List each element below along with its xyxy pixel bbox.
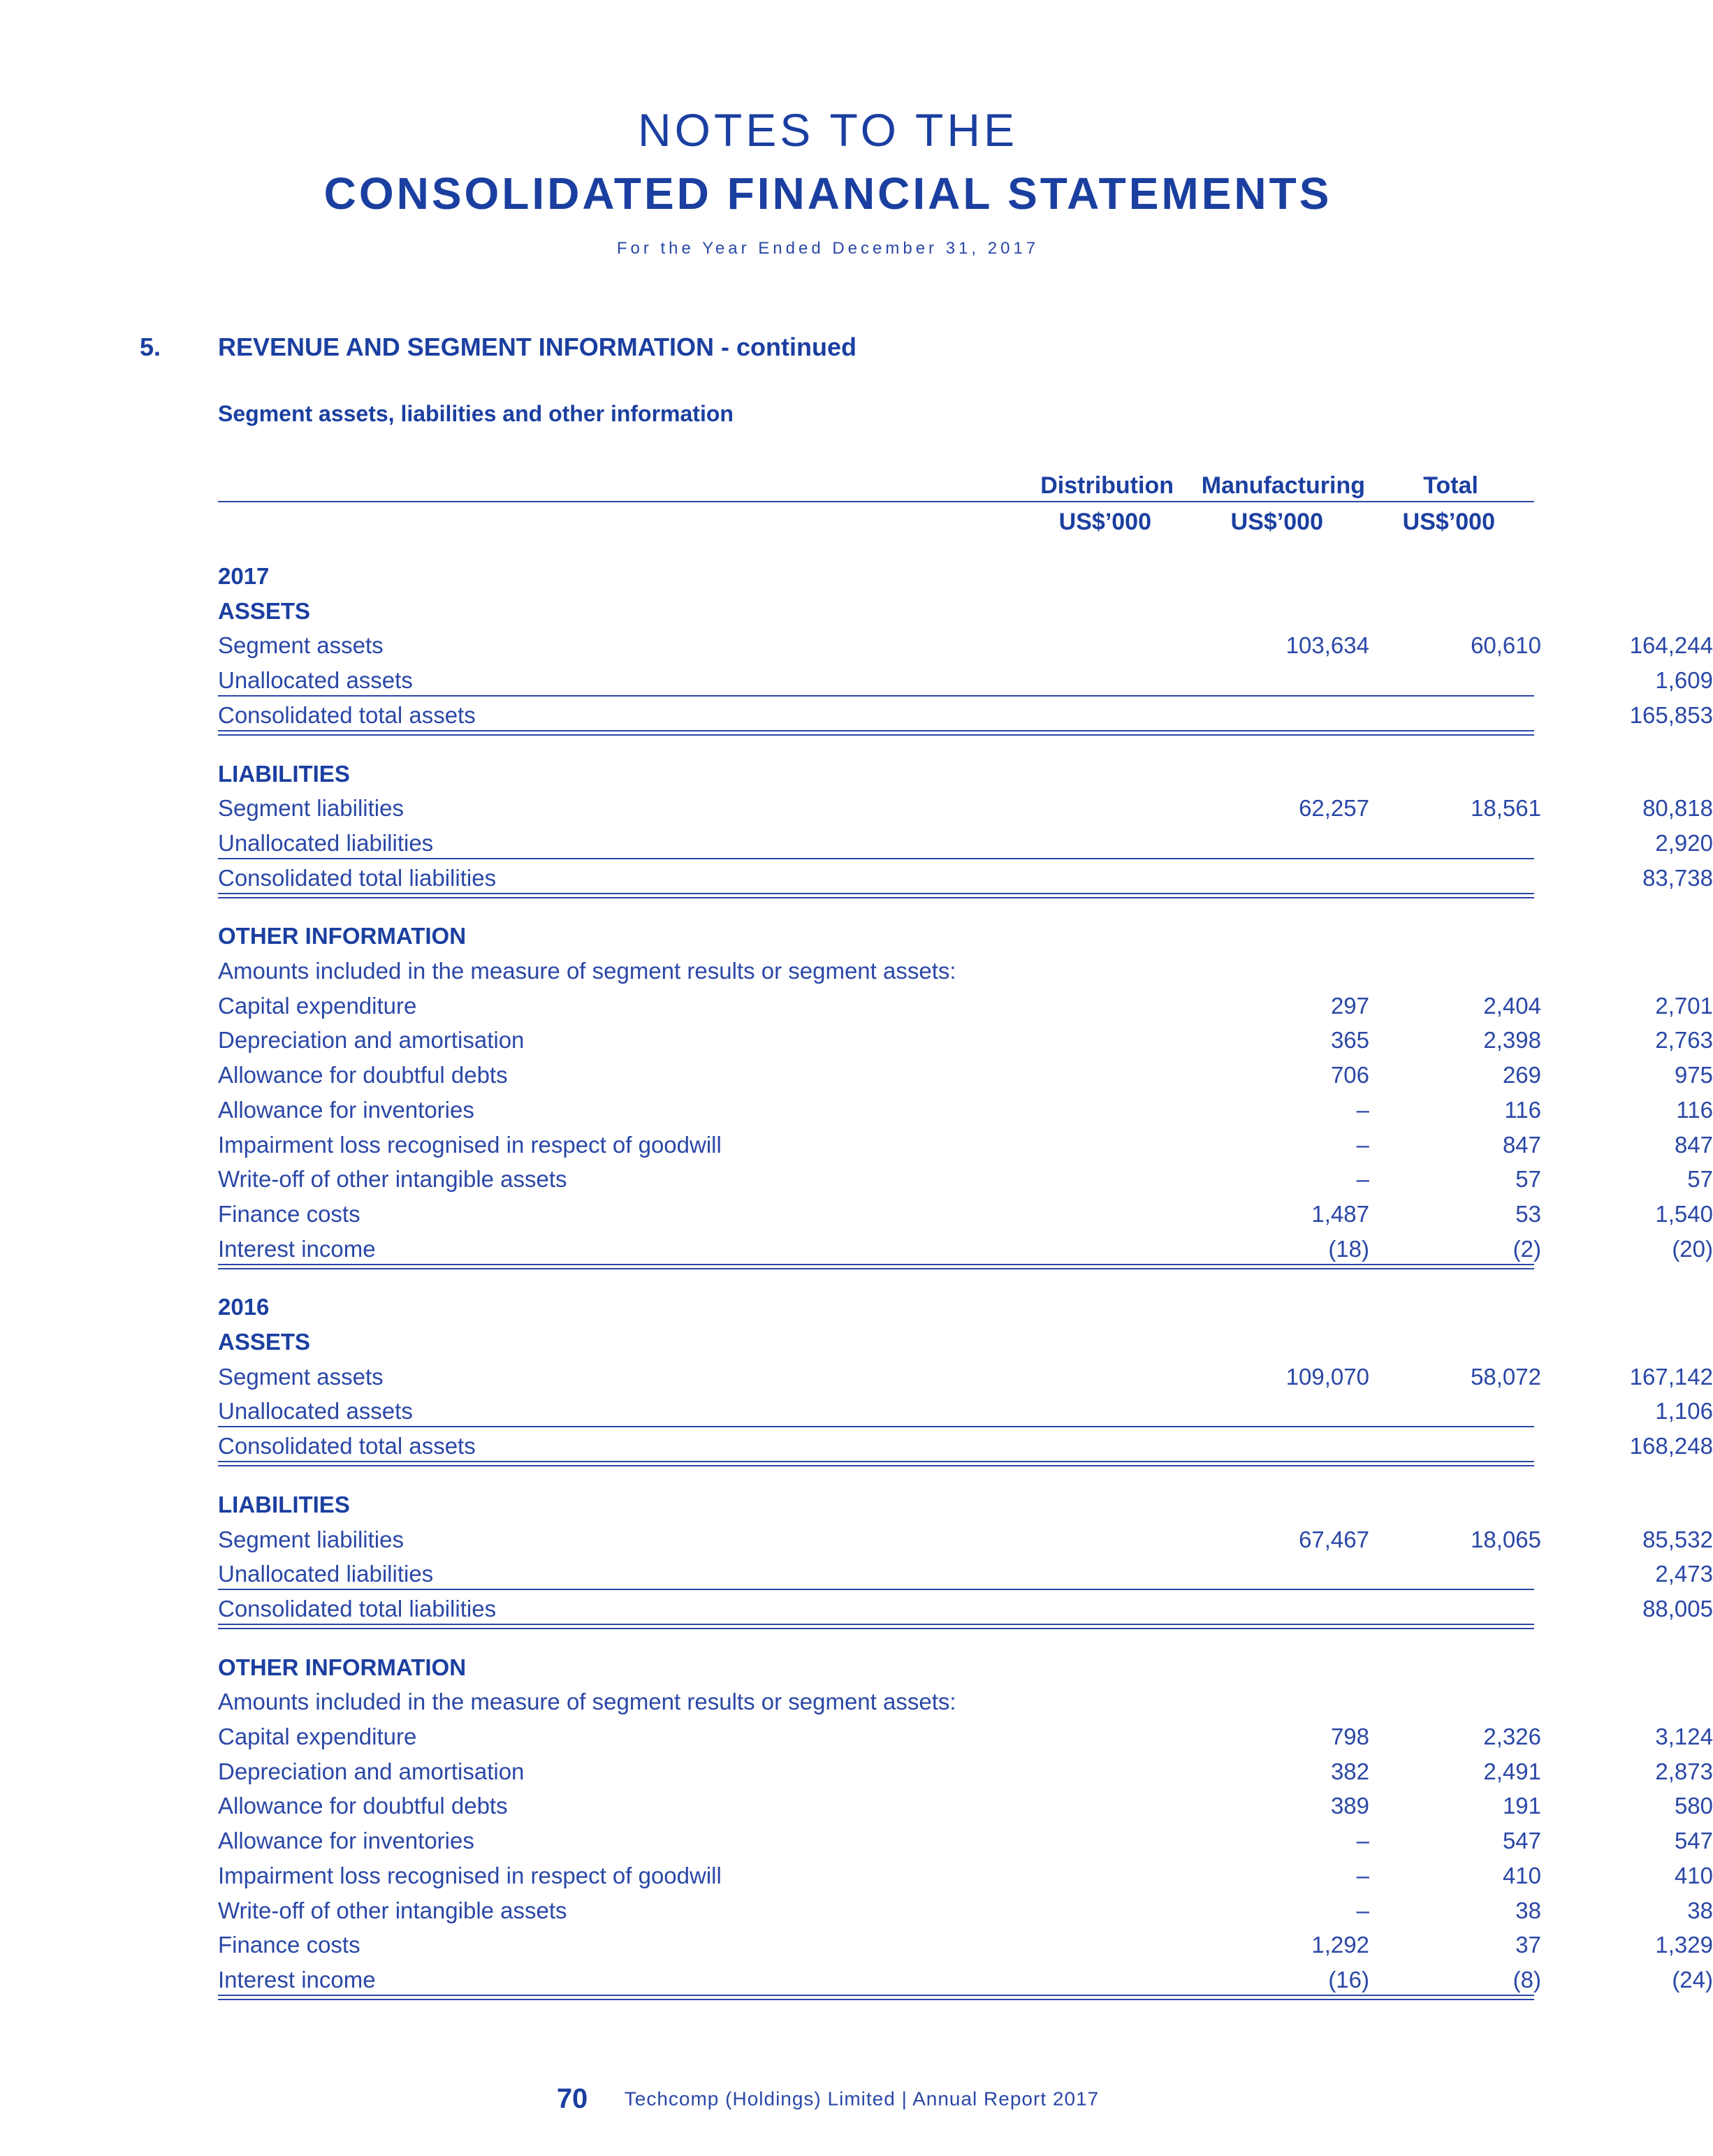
row-label: Consolidated total liabilities bbox=[218, 864, 497, 891]
cell-total: 165,853 bbox=[1629, 701, 1713, 728]
table-row bbox=[218, 989, 1713, 1024]
cell-manufacturing: 191 bbox=[1502, 1793, 1541, 1819]
double-rule bbox=[218, 1624, 1534, 1629]
cell-total: 1,540 bbox=[1655, 1200, 1713, 1227]
cell-distribution: (16) bbox=[1328, 1966, 1369, 1993]
single-rule bbox=[218, 858, 1534, 859]
row-label: Finance costs bbox=[218, 1932, 360, 1958]
table-row bbox=[218, 1719, 1713, 1754]
table-row bbox=[218, 1093, 1713, 1128]
cell-distribution: (18) bbox=[1328, 1235, 1369, 1262]
cell-distribution: – bbox=[1356, 1096, 1369, 1123]
row-label: Depreciation and amortisation bbox=[218, 1027, 525, 1054]
row-label: Interest income bbox=[218, 1235, 376, 1262]
table-row bbox=[218, 1893, 1713, 1928]
cell-total: 38 bbox=[1687, 1897, 1713, 1923]
double-rule bbox=[218, 893, 1534, 898]
cell-distribution: 67,467 bbox=[1299, 1526, 1369, 1552]
cell-total: 167,142 bbox=[1629, 1363, 1713, 1390]
cell-total: (24) bbox=[1672, 1966, 1713, 1993]
table-row bbox=[218, 663, 1713, 698]
table-row bbox=[218, 1823, 1713, 1858]
cell-total: 85,532 bbox=[1642, 1526, 1713, 1552]
single-rule bbox=[218, 695, 1534, 697]
cell-manufacturing: (2) bbox=[1512, 1235, 1541, 1262]
row-label: Unallocated assets bbox=[218, 1398, 413, 1425]
heading-label: OTHER INFORMATION bbox=[218, 1654, 467, 1680]
cell-distribution: – bbox=[1356, 1166, 1369, 1193]
cell-manufacturing: 847 bbox=[1502, 1131, 1541, 1158]
row-label: Consolidated total assets bbox=[218, 1433, 476, 1459]
single-rule bbox=[218, 1589, 1534, 1590]
cell-manufacturing: 38 bbox=[1515, 1897, 1541, 1923]
column-header-manufacturing: Manufacturing bbox=[1201, 472, 1365, 499]
row-label: Consolidated total liabilities bbox=[218, 1595, 497, 1622]
section-heading bbox=[218, 1650, 1534, 1685]
header-title: CONSOLIDATED FINANCIAL STATEMENTS bbox=[323, 168, 1332, 219]
table-row bbox=[218, 1197, 1713, 1232]
table-row bbox=[218, 1429, 1713, 1464]
cell-manufacturing: 547 bbox=[1502, 1828, 1541, 1854]
row-label: Segment assets bbox=[218, 1363, 384, 1390]
cell-total: 580 bbox=[1674, 1793, 1713, 1819]
table-row bbox=[218, 1232, 1713, 1267]
cell-total: 2,473 bbox=[1655, 1561, 1713, 1587]
section-heading bbox=[218, 559, 1534, 594]
table-row bbox=[218, 1928, 1713, 1962]
row-label: Impairment loss recognised in respect of goodwill bbox=[218, 1862, 722, 1888]
cell-manufacturing: 2,404 bbox=[1483, 992, 1541, 1019]
row-label: Depreciation and amortisation bbox=[218, 1758, 525, 1784]
cell-total: 168,248 bbox=[1629, 1433, 1713, 1459]
table-row bbox=[218, 698, 1713, 733]
table-row bbox=[218, 1858, 1713, 1893]
table-row bbox=[218, 1058, 1713, 1093]
row-label: Consolidated total assets bbox=[218, 701, 476, 728]
table-row bbox=[218, 1360, 1713, 1394]
column-unit-manufacturing: US$’000 bbox=[1230, 509, 1323, 535]
row-label: Capital expenditure bbox=[218, 1724, 417, 1749]
page-number: 70 bbox=[556, 2083, 588, 2114]
table-row bbox=[218, 1162, 1713, 1197]
double-rule bbox=[218, 1461, 1534, 1466]
cell-total: 88,005 bbox=[1642, 1595, 1713, 1622]
cell-manufacturing: 18,561 bbox=[1471, 795, 1541, 822]
cell-total: 2,763 bbox=[1655, 1027, 1713, 1054]
cell-distribution: – bbox=[1356, 1897, 1369, 1923]
header-line-1: NOTES TO THE bbox=[637, 104, 1019, 156]
double-rule bbox=[218, 1264, 1534, 1269]
double-rule bbox=[218, 1995, 1534, 2000]
table-row bbox=[218, 954, 1534, 989]
row-label: Unallocated liabilities bbox=[218, 829, 434, 856]
cell-total: 547 bbox=[1674, 1828, 1713, 1854]
heading-label: 2017 bbox=[218, 563, 270, 589]
section-heading bbox=[218, 1290, 1534, 1325]
double-rule bbox=[218, 730, 1534, 736]
column-header-distribution: Distribution bbox=[1040, 472, 1174, 499]
cell-total: (20) bbox=[1672, 1235, 1713, 1262]
cell-total: 80,818 bbox=[1642, 795, 1713, 822]
table-row bbox=[218, 628, 1713, 663]
cell-manufacturing: 2,326 bbox=[1483, 1724, 1541, 1749]
row-label: Interest income bbox=[218, 1966, 376, 1993]
cell-total: 1,329 bbox=[1655, 1932, 1713, 1958]
table-row bbox=[218, 1789, 1713, 1823]
row-label: Segment liabilities bbox=[218, 795, 404, 822]
table-row bbox=[218, 1128, 1713, 1163]
cell-manufacturing: 57 bbox=[1515, 1166, 1541, 1193]
heading-label: OTHER INFORMATION bbox=[218, 923, 467, 949]
cell-distribution: 297 bbox=[1330, 992, 1369, 1019]
cell-manufacturing: 60,610 bbox=[1471, 632, 1541, 659]
cell-distribution: – bbox=[1356, 1828, 1369, 1854]
cell-manufacturing: 37 bbox=[1515, 1932, 1541, 1958]
cell-distribution: 706 bbox=[1330, 1062, 1369, 1088]
single-rule bbox=[218, 1426, 1534, 1427]
section-heading bbox=[218, 1325, 1534, 1360]
section-number: 5. bbox=[140, 333, 161, 361]
cell-total: 3,124 bbox=[1655, 1724, 1713, 1749]
cell-manufacturing: 18,065 bbox=[1471, 1526, 1541, 1552]
section-heading bbox=[218, 919, 1534, 954]
cell-distribution: – bbox=[1356, 1131, 1369, 1158]
cell-total: 410 bbox=[1674, 1862, 1713, 1888]
cell-manufacturing: 2,491 bbox=[1483, 1758, 1541, 1784]
table-row bbox=[218, 1522, 1713, 1557]
row-label: Allowance for doubtful debts bbox=[218, 1793, 508, 1819]
cell-total: 83,738 bbox=[1642, 864, 1713, 891]
footer-company: Techcomp (Holdings) Limited | Annual Report 2017 bbox=[624, 2088, 1100, 2110]
cell-distribution: 103,634 bbox=[1285, 632, 1369, 659]
page-footer bbox=[0, 2083, 1656, 2115]
table-row bbox=[218, 1394, 1713, 1429]
cell-total: 2,920 bbox=[1655, 829, 1713, 856]
cell-total: 2,701 bbox=[1655, 992, 1713, 1019]
column-header-total: Total bbox=[1423, 472, 1478, 499]
row-label: Amounts included in the measure of segment results or segment assets: bbox=[218, 958, 956, 984]
table-row bbox=[218, 1754, 1713, 1789]
row-label: Impairment loss recognised in respect of goodwill bbox=[218, 1131, 722, 1158]
row-label: Allowance for doubtful debts bbox=[218, 1062, 508, 1088]
column-unit-total: US$’000 bbox=[1402, 509, 1495, 535]
cell-distribution: 798 bbox=[1330, 1724, 1369, 1749]
row-label: Capital expenditure bbox=[218, 992, 417, 1019]
cell-distribution: 1,487 bbox=[1311, 1200, 1369, 1227]
table-row bbox=[218, 1684, 1534, 1719]
row-label: Allowance for inventories bbox=[218, 1096, 474, 1123]
table-row bbox=[218, 826, 1713, 861]
table-row bbox=[218, 1591, 1713, 1626]
column-unit-distribution: US$’000 bbox=[1058, 509, 1151, 535]
cell-total: 116 bbox=[1676, 1096, 1713, 1123]
row-label: Allowance for inventories bbox=[218, 1828, 474, 1854]
cell-distribution: 109,070 bbox=[1285, 1363, 1369, 1390]
heading-label: LIABILITIES bbox=[218, 1491, 350, 1517]
heading-label: LIABILITIES bbox=[218, 760, 350, 787]
cell-total: 1,609 bbox=[1655, 667, 1713, 694]
row-label: Write-off of other intangible assets bbox=[218, 1897, 567, 1923]
heading-label: ASSETS bbox=[218, 1329, 311, 1355]
section-heading bbox=[218, 594, 1534, 629]
cell-distribution: 1,292 bbox=[1311, 1932, 1369, 1958]
cell-distribution: 365 bbox=[1330, 1027, 1369, 1054]
row-label: Unallocated assets bbox=[218, 667, 413, 694]
cell-distribution: 382 bbox=[1330, 1758, 1369, 1784]
cell-manufacturing: 116 bbox=[1504, 1096, 1541, 1123]
cell-total: 57 bbox=[1687, 1166, 1713, 1193]
cell-manufacturing: 410 bbox=[1502, 1862, 1541, 1888]
heading-label: 2016 bbox=[218, 1294, 270, 1320]
table-row bbox=[218, 1962, 1713, 1997]
cell-total: 2,873 bbox=[1655, 1758, 1713, 1784]
section-heading bbox=[218, 757, 1534, 792]
table-row bbox=[218, 861, 1713, 896]
row-label: Segment assets bbox=[218, 632, 384, 659]
cell-total: 847 bbox=[1674, 1131, 1713, 1158]
header-period: For the Year Ended December 31, 2017 bbox=[616, 239, 1040, 258]
table-row bbox=[218, 1023, 1713, 1058]
section-heading bbox=[218, 1487, 1534, 1522]
row-label: Unallocated liabilities bbox=[218, 1561, 434, 1587]
cell-total: 164,244 bbox=[1629, 632, 1713, 659]
cell-manufacturing: 58,072 bbox=[1471, 1363, 1541, 1390]
cell-distribution: 389 bbox=[1330, 1793, 1369, 1819]
cell-manufacturing: 2,398 bbox=[1483, 1027, 1541, 1054]
table-row bbox=[218, 791, 1713, 826]
cell-manufacturing: 53 bbox=[1515, 1200, 1541, 1227]
cell-manufacturing: (8) bbox=[1512, 1966, 1541, 1993]
row-label: Finance costs bbox=[218, 1200, 360, 1227]
cell-manufacturing: 269 bbox=[1502, 1062, 1541, 1088]
row-label: Segment liabilities bbox=[218, 1526, 404, 1552]
heading-label: ASSETS bbox=[218, 597, 311, 624]
row-label: Write-off of other intangible assets bbox=[218, 1166, 567, 1193]
cell-total: 1,106 bbox=[1655, 1398, 1713, 1425]
row-label: Amounts included in the measure of segment results or segment assets: bbox=[218, 1689, 956, 1715]
table-row bbox=[218, 1557, 1713, 1591]
cell-distribution: – bbox=[1356, 1862, 1369, 1888]
cell-total: 975 bbox=[1674, 1062, 1713, 1088]
cell-distribution: 62,257 bbox=[1299, 795, 1369, 822]
section-title: REVENUE AND SEGMENT INFORMATION - continued bbox=[218, 333, 856, 361]
section-subtitle: Segment assets, liabilities and other information bbox=[218, 401, 734, 426]
